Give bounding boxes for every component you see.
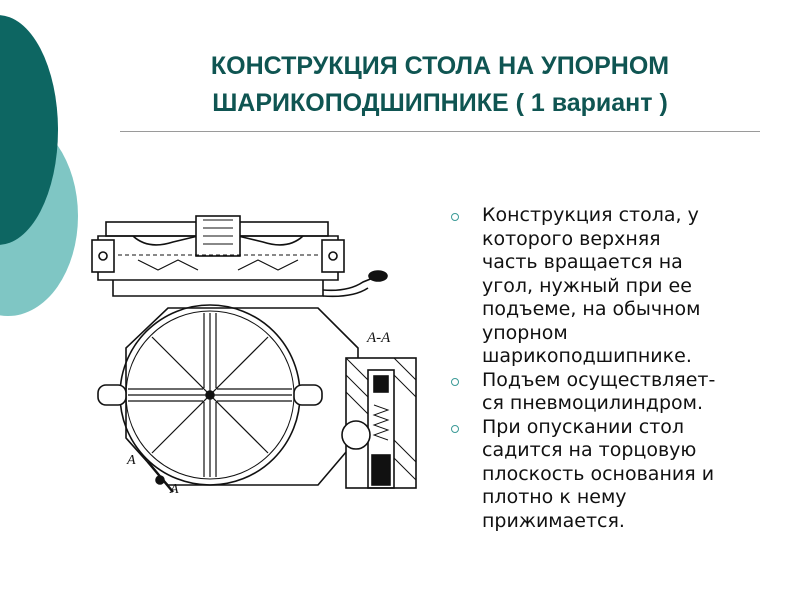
bullet-text: Конструкция стола, у которого верхняя часть вращается на угол, нужный при ее подъеме, на обычном упорном шарикоподшипнике. xyxy=(482,204,701,367)
bullet-circle-icon xyxy=(451,425,459,433)
title-line-2: ШАРИКОПОДШИПНИКЕ ( 1 вариант ) xyxy=(212,89,668,117)
bullet-item xyxy=(448,369,766,416)
title-line-1: КОНСТРУКЦИЯ СТОЛА НА УПОРНОМ xyxy=(210,52,670,80)
slide-title xyxy=(120,48,760,122)
plan-view xyxy=(98,305,358,492)
bullet-circle-icon xyxy=(451,213,459,221)
bullet-item xyxy=(448,416,766,534)
section-label: A-A xyxy=(367,330,391,346)
bullet-circle-icon xyxy=(451,378,459,386)
bullet-item xyxy=(448,204,766,369)
section-a-a-view xyxy=(342,358,416,488)
cut-label-bottom: A xyxy=(170,482,179,497)
bullet-list xyxy=(448,204,766,533)
cut-label-top: A xyxy=(127,453,136,468)
bullet-text: Подъем осуществляет- ся пневмоцилиндром. xyxy=(482,368,716,414)
bullet-text: При опускании стол садится на торцовую плоскость основания и плотно к нему прижимается. xyxy=(482,415,715,532)
side-section-view xyxy=(92,216,387,296)
title-divider xyxy=(120,131,760,132)
